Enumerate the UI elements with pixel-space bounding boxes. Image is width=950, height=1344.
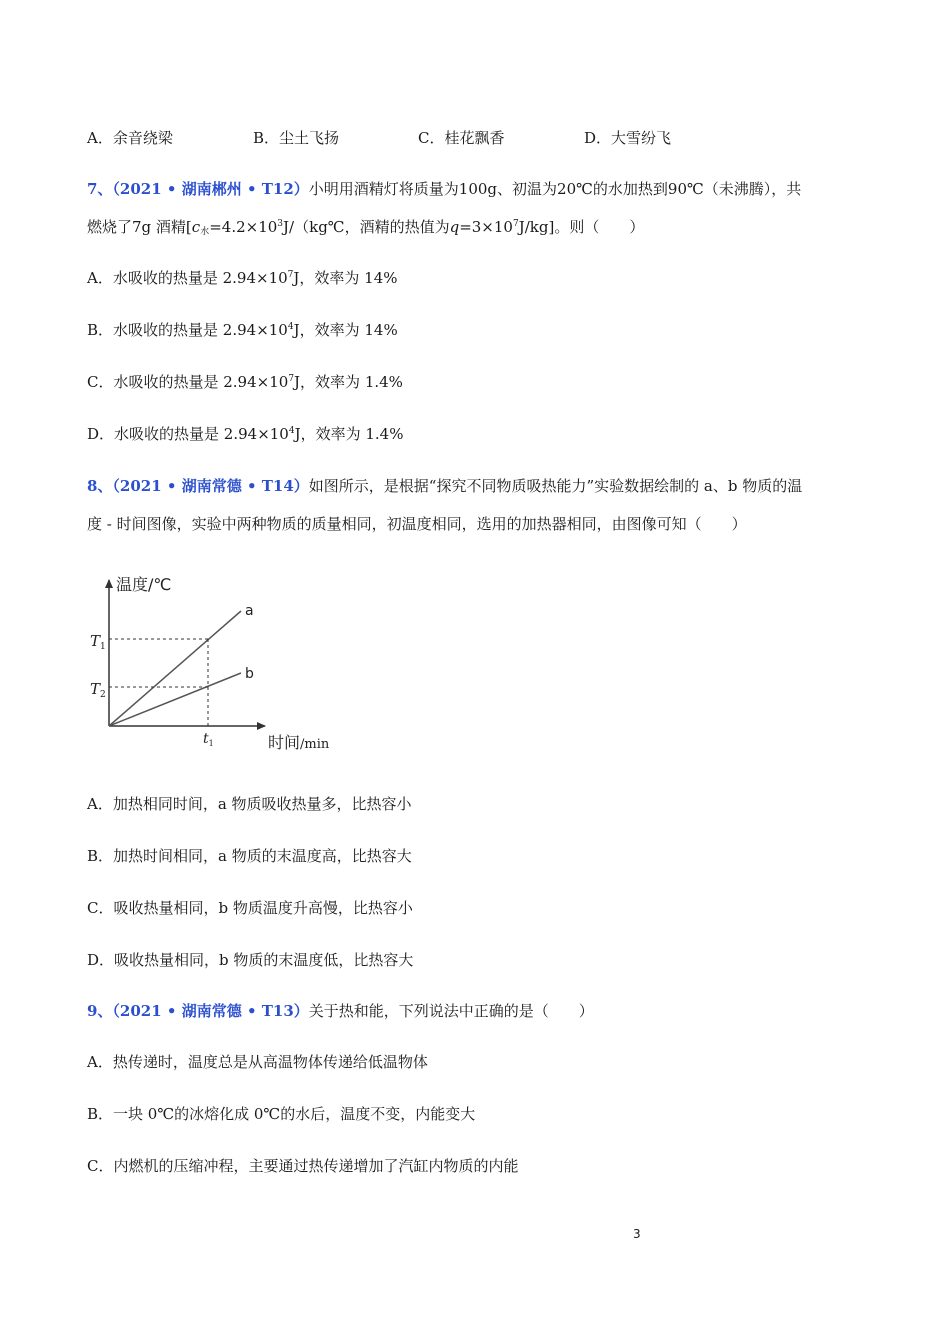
q7-header: 7、（2021 • 湖南郴州 • T12） xyxy=(87,180,309,198)
q7-option-b-text: B．水吸收的热量是 2.94×10 xyxy=(87,321,288,339)
q7-option-d xyxy=(87,423,403,445)
q7-stem-2a: 燃烧了7g 酒精[ xyxy=(87,218,192,236)
temperature-time-graph xyxy=(85,570,355,760)
line-b-label: b xyxy=(245,666,254,682)
q8-line2 xyxy=(87,513,747,535)
q7-option-b-exp: 4 xyxy=(287,322,294,332)
t1-label: $t_1$ xyxy=(203,731,214,748)
q7-option-d-exp: 4 xyxy=(288,426,295,436)
q7-exp-1: 3 xyxy=(277,219,284,229)
q7-option-d-text: D．水吸收的热量是 2.94×10 xyxy=(87,425,289,443)
q7-line2 xyxy=(87,216,644,238)
q8-stem-1: 如图所示，是根据“探究不同物质吸热能力”实验数据绘制的 a、b 物质的温 xyxy=(308,477,803,495)
q7-exp-2: 7 xyxy=(512,219,519,229)
q8-header: 8、（2021 • 湖南常德 • T14） xyxy=(87,477,309,495)
line-b xyxy=(109,673,241,726)
page-number: 3 xyxy=(633,1227,641,1241)
q9-option-b: B．一块 0℃的冰熔化成 0℃的水后，温度不变，内能变大 xyxy=(87,1105,476,1123)
T1-label: $T_1$ xyxy=(90,632,106,652)
q6-option-b: B．尘土飞扬 xyxy=(253,129,340,147)
q7-option-d-tail: J，效率为 1.4% xyxy=(294,425,404,443)
q7-stem-2f: J/kg]。则（ ） xyxy=(518,218,645,236)
q7-option-a xyxy=(87,267,398,289)
q8-line1 xyxy=(87,475,802,497)
q7-line1 xyxy=(87,178,801,200)
q9-line1 xyxy=(87,1000,594,1022)
q7-q-symbol: q xyxy=(449,218,460,236)
q8-option-a: A．加热相同时间，a 物质吸收热量多，比热容小 xyxy=(87,795,412,813)
q7-c-symbol: c xyxy=(191,218,201,236)
q6-option-d: D．大雪纷飞 xyxy=(584,129,672,147)
q9-header: 9、（2021 • 湖南常德 • T13） xyxy=(87,1002,309,1020)
q7-c-sub: 水 xyxy=(200,227,210,237)
line-a xyxy=(109,611,241,726)
q6-option-c: C．桂花飘香 xyxy=(418,129,505,147)
q7-option-a-tail: J，效率为 14% xyxy=(293,269,398,287)
q8-option-d: D．吸收热量相同，b 物质的末温度低，比热容大 xyxy=(87,951,414,969)
q9-option-c: C．内燃机的压缩冲程，主要通过热传递增加了汽缸内物质的内能 xyxy=(87,1157,519,1175)
T2-label: $T_2$ xyxy=(90,680,106,700)
q7-option-a-text: A．水吸收的热量是 2.94×10 xyxy=(87,269,288,287)
q8-option-c: C．吸收热量相同，b 物质温度升高慢，比热容小 xyxy=(87,899,413,917)
q7-stem-2b: =4.2×10 xyxy=(209,218,278,236)
q7-option-c-tail: J，效率为 1.4% xyxy=(294,373,403,391)
q6-option-a: A．余音绕梁 xyxy=(87,129,173,147)
q9-option-a: A．热传递时，温度总是从高温物体传递给低温物体 xyxy=(87,1053,428,1071)
q7-option-a-exp: 7 xyxy=(287,270,294,280)
q7-option-b-tail: J，效率为 14% xyxy=(293,321,398,339)
y-axis-label: 温度/℃ xyxy=(116,575,172,594)
q7-option-b xyxy=(87,319,398,341)
q7-option-c xyxy=(87,371,403,393)
q7-option-c-text: C．水吸收的热量是 2.94×10 xyxy=(87,373,289,391)
line-a-label: a xyxy=(245,603,254,619)
q9-stem: 关于热和能，下列说法中正确的是（ ） xyxy=(308,1002,594,1020)
q7-stem-2d: J/（kg℃，酒精的热值为 xyxy=(283,218,450,236)
q7-stem-1: 小明用酒精灯将质量为100g、初温为20℃的水加热到90℃（未沸腾），共 xyxy=(308,180,802,198)
q8-option-b: B．加热时间相同，a 物质的末温度高，比热容大 xyxy=(87,847,412,865)
x-axis-label: 时间/min xyxy=(268,733,330,752)
q8-stem-2: 度 - 时间图像，实验中两种物质的质量相同，初温度相同，选用的加热器相同，由图像可知（ ） xyxy=(87,515,747,533)
q7-stem-2e: =3×10 xyxy=(459,218,513,236)
q7-option-c-exp: 7 xyxy=(288,374,295,384)
